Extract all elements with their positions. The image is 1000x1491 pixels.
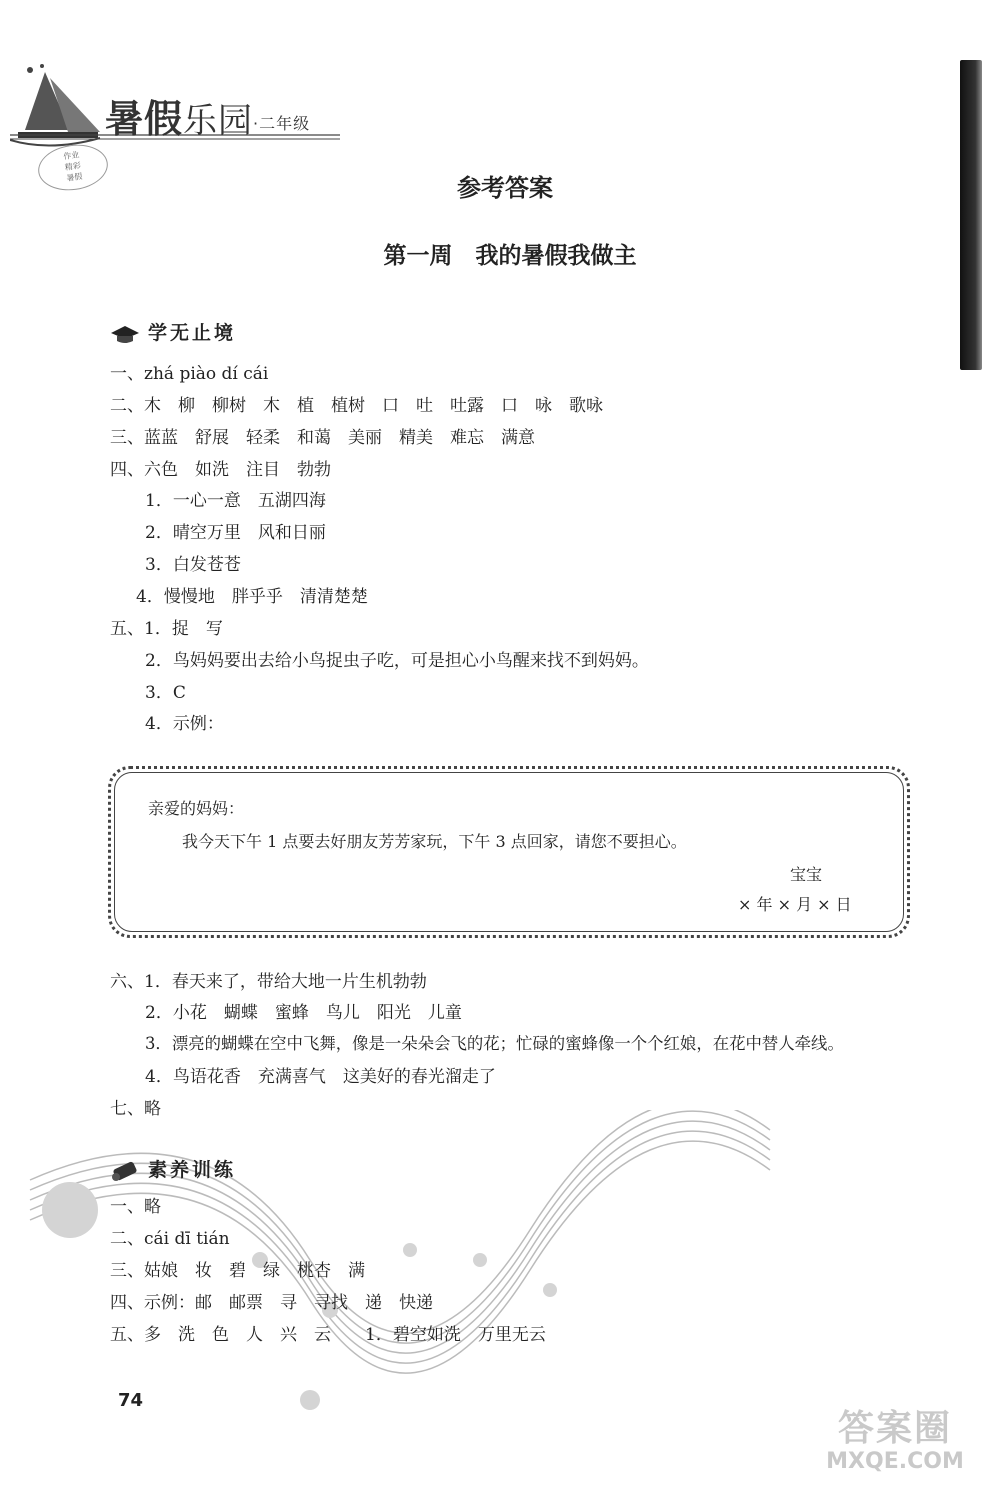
- page-title: 参考答案: [457, 174, 553, 202]
- answer-line: 2．晴空万里 风和日丽: [145, 523, 326, 543]
- watermark-line1: 答案圈: [837, 1408, 952, 1449]
- letter-date: × 年 × 月 × 日: [738, 895, 852, 914]
- answer-line: 四、示例：邮 邮票 寻 寻找 递 快递: [110, 1293, 433, 1313]
- answer-line: 3．C: [145, 683, 186, 703]
- header-title: [105, 88, 310, 143]
- answer-line: 三、姑娘 妆 碧 绿 桃杏 满: [110, 1261, 365, 1281]
- stamp-line: 精彩: [64, 160, 82, 173]
- watermark: [805, 1400, 985, 1474]
- answer-line: 3．漂亮的蝴蝶在空中飞舞，像是一朵朵会飞的花；忙碌的蜜蜂像一个个红娘，在花中替人牵线。: [145, 1034, 844, 1053]
- page-number: 74: [118, 1390, 144, 1411]
- letter-greeting: 亲爱的妈妈：: [148, 799, 245, 818]
- answer-line: 二、木 柳 柳树 木 植 植树 口 吐 吐露 口 咏 歌咏: [110, 396, 603, 416]
- letter-signature: 宝宝: [790, 865, 823, 884]
- answer-line: 五、1．捉 写: [110, 619, 223, 639]
- answer-line: 4．示例：: [145, 714, 224, 734]
- section-heading-label: 素养训练: [148, 1159, 237, 1181]
- answer-line: 1．一心一意 五湖四海: [145, 491, 326, 511]
- letter-body: 我今天下午 1 点要去好朋友芳芳家玩，下午 3 点回家，请您不要担心。: [182, 832, 687, 851]
- page-edge-shadow: [960, 60, 982, 370]
- answer-line: 七、略: [110, 1099, 161, 1119]
- graduation-cap-icon: [110, 324, 140, 344]
- stamp-line: 暑假: [65, 171, 83, 183]
- stamp-line: 作业: [62, 150, 80, 162]
- header-title-rest: 乐园: [183, 101, 254, 141]
- answer-line: 4．鸟语花香 充满喜气 这美好的春光溜走了: [145, 1067, 496, 1087]
- answer-line: 五、多 洗 色 人 兴 云 1．碧空如洗 万里无云: [110, 1325, 546, 1345]
- section-heading-xuewuzhijing: [110, 318, 236, 345]
- answer-line: 2．鸟妈妈要出去给小鸟捉虫子吃，可是担心小鸟醒来找不到妈妈。: [145, 651, 649, 671]
- answer-line: 3．白发苍苍: [145, 555, 241, 575]
- watermark-line2: MXQE.COM: [826, 1449, 964, 1474]
- answer-line: 二、cái dī tián: [110, 1229, 230, 1249]
- section-heading-suyangxunlian: [110, 1155, 236, 1183]
- answer-line: 四、六色 如洗 注目 勃勃: [110, 460, 331, 480]
- answer-line: 一、zhá piào dí cái: [110, 364, 269, 384]
- section-heading-label: 学无止境: [148, 322, 237, 344]
- answer-line: 4．慢慢地 胖乎乎 清清楚楚: [136, 587, 368, 607]
- header-grade: ·二年级: [253, 114, 311, 133]
- header-title-main: 暑假: [105, 97, 184, 141]
- answer-line: 六、1．春天来了，带给大地一片生机勃勃: [110, 972, 427, 992]
- answer-line: 一、略: [110, 1197, 161, 1217]
- page-subtitle: 第一周 我的暑假我做主: [383, 243, 637, 269]
- scroll-icon: [110, 1159, 140, 1183]
- answer-line: 三、蓝蓝 舒展 轻柔 和蔼 美丽 精美 难忘 满意: [110, 428, 535, 448]
- answer-line: 2．小花 蝴蝶 蜜蜂 鸟儿 阳光 儿童: [145, 1003, 462, 1023]
